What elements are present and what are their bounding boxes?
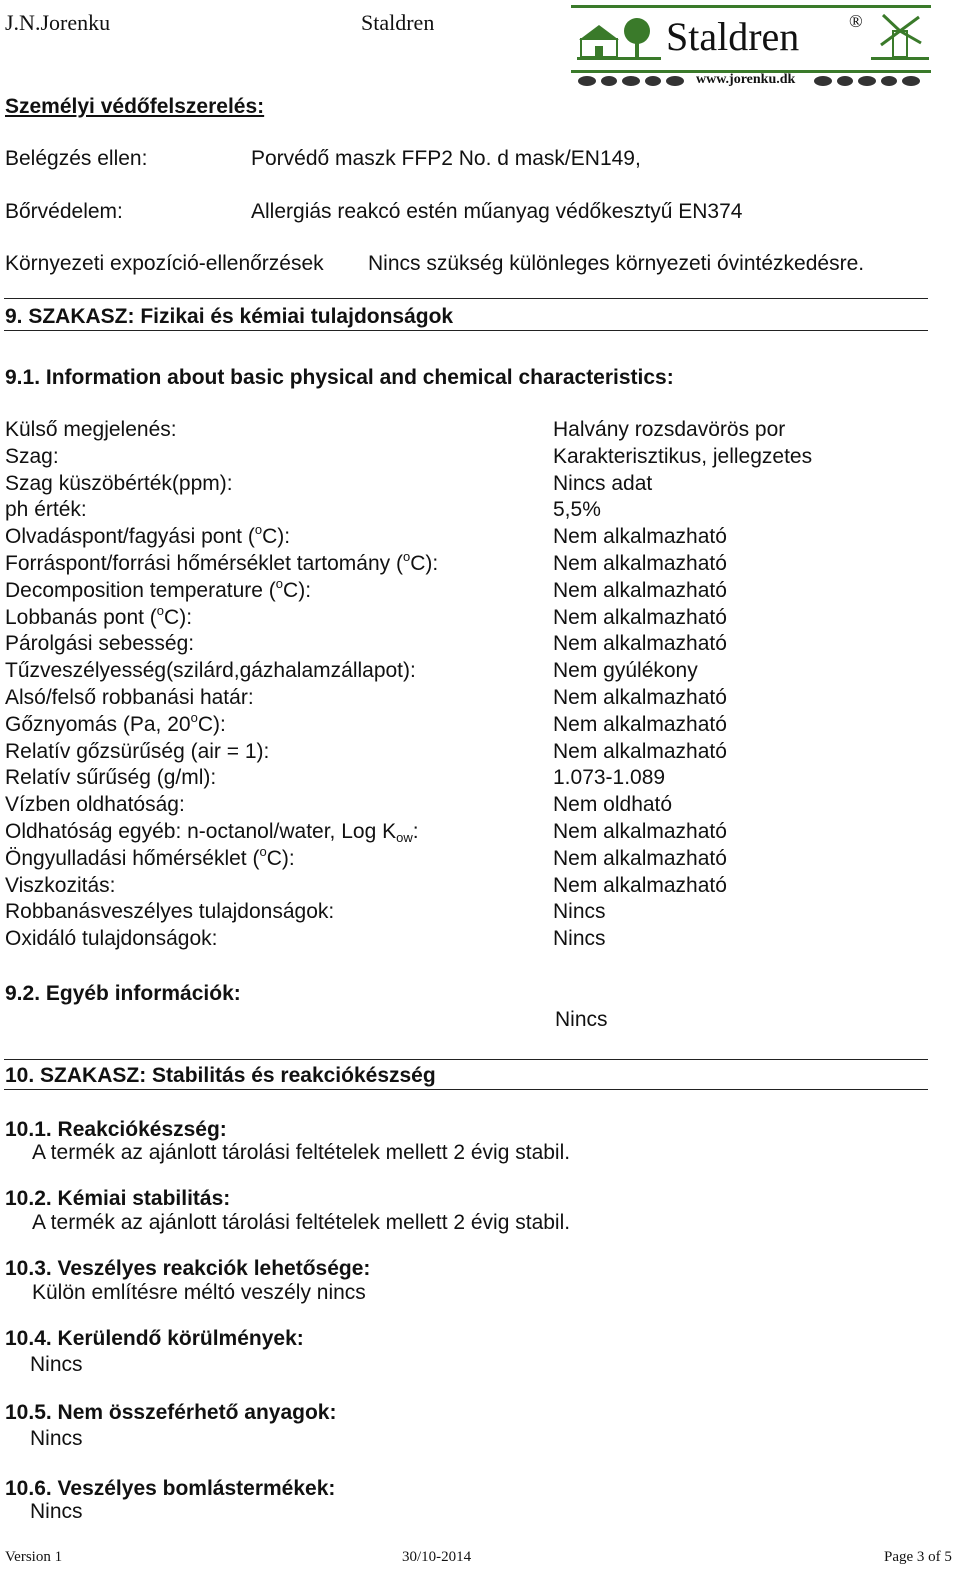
respiratory-value: Porvédő maszk FFP2 No. d mask/EN149,	[251, 147, 641, 170]
property-label-text: Decomposition temperature (	[5, 579, 276, 602]
section9-2-title: 9.2. Egyéb információk:	[5, 982, 241, 1005]
property-value: 1.073-1.089	[553, 766, 666, 789]
section10-5-title: 10.5. Nem összeférhető anyagok:	[5, 1401, 337, 1424]
section9-1-title: 9.1. Information about basic physical and chemical characteristics:	[5, 366, 674, 389]
degree-superscript: o	[254, 522, 263, 537]
degree-superscript: o	[275, 576, 284, 591]
section10-1-title: 10.1. Reakciókészség:	[5, 1118, 227, 1141]
property-value: Nem alkalmazható	[553, 579, 727, 602]
logo-url: www.jorenku.dk	[696, 72, 796, 87]
header-company: J.N.Jorenku	[5, 10, 111, 35]
section10-1-text: A termék az ajánlott tárolási feltételek mellett 2 évig stabil.	[32, 1141, 571, 1164]
property-value: Nincs adat	[553, 472, 653, 495]
property-label: Külső megjelenés:	[5, 418, 177, 441]
degree-superscript: o	[190, 710, 198, 725]
section10-2-text: A termék az ajánlott tárolási feltételek mellett 2 évig stabil.	[32, 1211, 571, 1234]
property-value: Nem alkalmazható	[553, 552, 727, 575]
property-label-suffix: C):	[283, 579, 312, 602]
section10-6-title: 10.6. Veszélyes bomlástermékek:	[5, 1477, 336, 1500]
degree-superscript: o	[259, 844, 267, 859]
staldren-logo	[571, 5, 933, 91]
property-label	[5, 820, 419, 844]
registered-mark: ®	[849, 11, 863, 31]
property-value: Nincs	[553, 900, 606, 923]
degree-superscript: o	[402, 549, 411, 564]
property-value: Nem alkalmazható	[553, 525, 727, 548]
property-label: Relatív gőzsürűség (air = 1):	[5, 740, 270, 763]
farm-illustration-icon	[577, 13, 661, 63]
property-label-suffix: C):	[197, 713, 226, 736]
environment-label: Környezeti expozíció-ellenőrzések	[5, 252, 324, 275]
footer-version: Version 1	[5, 1549, 63, 1565]
property-value: Nem alkalmazható	[553, 686, 727, 709]
property-label-text: Öngyulladási hőmérséklet (	[5, 847, 260, 870]
property-label: Szag küszöbérték(ppm):	[5, 472, 233, 495]
section10-2-title: 10.2. Kémiai stabilitás:	[5, 1187, 231, 1210]
property-label: Alsó/felső robbanási határ:	[5, 686, 254, 709]
skin-label: Bőrvédelem:	[5, 200, 123, 223]
section10-4-text: Nincs	[30, 1353, 83, 1376]
property-value: Nem alkalmazható	[553, 713, 727, 736]
property-label: Relatív sűrűség (g/ml):	[5, 766, 217, 789]
section9-2-value: Nincs	[555, 1008, 608, 1031]
property-value: Nem alkalmazható	[553, 606, 727, 629]
property-label: Robbanásveszélyes tulajdonságok:	[5, 900, 335, 923]
animals-strip-right-icon	[811, 73, 927, 89]
ppe-title: Személyi védőfelszerelés:	[5, 95, 265, 118]
property-value: Nem gyúlékony	[553, 659, 698, 682]
subscript: ow	[396, 830, 413, 845]
windmill-illustration-icon	[871, 13, 929, 63]
property-label	[5, 603, 193, 630]
section10-4-title: 10.4. Kerülendő körülmények:	[5, 1327, 304, 1350]
property-label: ph érték:	[5, 498, 87, 521]
property-label: Vízben oldhatóság:	[5, 793, 185, 816]
property-label: Tűzveszélyesség(szilárd,gázhalamzállapot):	[5, 659, 416, 682]
section9-top-rule	[4, 298, 928, 299]
property-label-text: Forráspont/forrási hőmérséklet tartomány (	[5, 552, 403, 575]
property-label: Párolgási sebesség:	[5, 632, 195, 655]
property-label	[5, 576, 312, 603]
property-value: Nem alkalmazható	[553, 632, 727, 655]
property-value: Nincs	[553, 927, 606, 950]
property-label	[5, 844, 295, 871]
section10-bottom-rule	[4, 1089, 928, 1090]
property-value: Nem oldható	[553, 793, 673, 816]
section10-5-text: Nincs	[30, 1427, 83, 1450]
property-label-suffix: C):	[164, 606, 193, 629]
property-label-suffix: C):	[262, 525, 291, 548]
property-value: Nem alkalmazható	[553, 820, 727, 843]
property-value: Nem alkalmazható	[553, 740, 727, 763]
section10-6-text: Nincs	[30, 1500, 83, 1523]
section10-title: 10. SZAKASZ: Stabilitás és reakciókészség	[5, 1064, 436, 1087]
property-value: 5,5%	[553, 498, 601, 521]
property-label-suffix: C):	[410, 552, 439, 575]
property-label: Oxidáló tulajdonságok:	[5, 927, 218, 950]
property-label-suffix: :	[412, 820, 419, 843]
property-label-text: Oldhatóság egyéb: n-octanol/water, Log K	[5, 820, 397, 843]
degree-superscript: o	[156, 603, 165, 618]
property-value: Nem alkalmazható	[553, 847, 727, 870]
logo-wordmark: Staldren	[666, 14, 800, 59]
property-value: Halvány rozsdavörös por	[553, 418, 786, 441]
property-label: Szag:	[5, 445, 59, 468]
section10-3-text: Külön említésre méltó veszély nincs	[32, 1281, 366, 1304]
respiratory-label: Belégzés ellen:	[5, 147, 148, 170]
section9-bottom-rule	[4, 330, 928, 331]
property-label	[5, 710, 226, 737]
property-label-text: Olvadáspont/fagyási pont (	[5, 525, 255, 548]
property-label	[5, 549, 439, 576]
property-label-suffix: C):	[266, 847, 295, 870]
property-value: Nem alkalmazható	[553, 874, 727, 897]
environment-value: Nincs szükség különleges környezeti óvintézkedésre.	[368, 252, 865, 275]
property-value: Karakterisztikus, jellegzetes	[553, 445, 813, 468]
property-label-text: Gőznyomás (Pa, 20	[5, 713, 191, 736]
section10-3-title: 10.3. Veszélyes reakciók lehetősége:	[5, 1257, 371, 1280]
property-label-text: Lobbanás pont (	[5, 606, 157, 629]
footer-date: 30/10-2014	[402, 1549, 472, 1565]
header-product: Staldren	[361, 10, 435, 35]
section10-top-rule	[4, 1059, 928, 1060]
property-label: Viszkozitás:	[5, 874, 116, 897]
animals-strip-icon	[575, 73, 691, 89]
property-label	[5, 522, 291, 549]
skin-value: Allergiás reakcó estén műanyag védőkesztyű EN374	[251, 200, 743, 223]
section9-title: 9. SZAKASZ: Fizikai és kémiai tulajdonságok	[5, 305, 454, 328]
footer-page: Page 3 of 5	[884, 1549, 952, 1565]
